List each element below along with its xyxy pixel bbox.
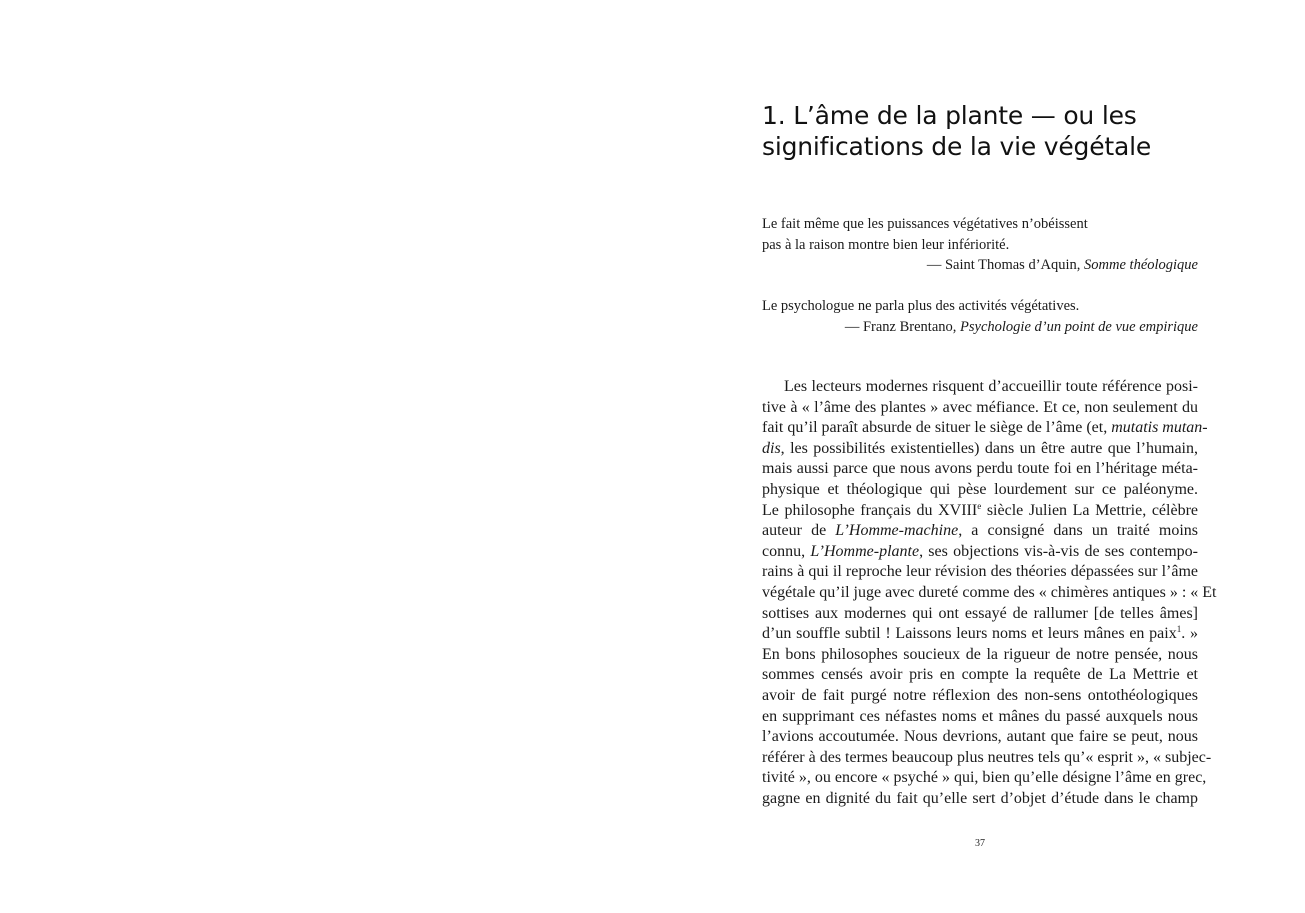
chapter-title-line: significations de la vie végétale — [762, 132, 1152, 161]
text-segment: physique et théologique qui pèse lourdement sur ce paléonyme. — [762, 480, 1198, 498]
italic-text: L’Homme-machine — [835, 522, 959, 540]
text-segment: siècle Julien La Mettrie, célèbre — [981, 501, 1198, 519]
text-segment: gagne en dignité du fait qu’elle sert d’objet d’étude dans le champ — [762, 789, 1198, 807]
body-line — [762, 583, 1217, 604]
text-segment: tive à « l’âme des plantes » avec méfiance. Et ce, non seulement du — [762, 398, 1198, 416]
epigraph-attribution — [762, 317, 1198, 338]
body-line — [762, 707, 1198, 728]
text-segment: référer à des termes beaucoup plus neutres tels qu’« esprit », « subjec- — [762, 748, 1212, 766]
body-line — [762, 480, 1198, 501]
epigraph — [762, 214, 1198, 276]
body-line — [762, 727, 1198, 748]
body-line — [762, 604, 1198, 625]
text-segment: d’un souffle subtil ! Laissons leurs noms et leurs mânes en paix — [762, 625, 1177, 643]
text-segment: végétale qu’il juge avec dureté comme des « chimères antiques » : « Et — [762, 583, 1217, 601]
epigraph-line: pas à la raison montre bien leur infériorité. — [762, 236, 1010, 253]
body-line — [762, 521, 1198, 542]
text-segment: fait qu’il paraît absurde de situer le siège de l’âme (et, — [762, 419, 1112, 437]
text-segment: , ses objections vis-à-vis de ses contempo- — [919, 542, 1198, 560]
epigraph-line: Le psychologue ne parla plus des activités végétatives. — [762, 298, 1080, 314]
body-line — [762, 377, 1198, 398]
footnote-marker: 1 — [1176, 624, 1182, 635]
epigraph-work-title: Somme théologique — [1084, 257, 1198, 273]
text-segment: En bons philosophes soucieux de la rigueur de notre pensée, nous — [762, 645, 1198, 663]
text-segment: rains à qui il reproche leur révision des théories dépassées sur l’âme — [762, 563, 1198, 581]
epigraph-author: — Franz Brentano, — [844, 318, 961, 335]
body-line — [762, 542, 1198, 563]
body-line — [762, 459, 1198, 480]
book-page — [762, 0, 1217, 913]
body-line — [762, 665, 1198, 686]
body-line — [762, 501, 1198, 522]
epigraph-author: — Saint Thomas d’Aquin, — [926, 257, 1085, 273]
text-segment: mais aussi parce que nous avons perdu toute foi en l’héritage méta- — [762, 460, 1198, 478]
text-segment: sommes censés avoir pris en compte la requête de La Mettrie et — [762, 666, 1198, 684]
text-segment: sottises aux modernes qui ont essayé de rallumer [de telles âmes] — [762, 604, 1198, 622]
italic-text: L’Homme-plante — [810, 542, 920, 560]
body-line — [762, 748, 1212, 769]
text-segment: l’avions accoutumée. Nous devrions, autant que faire se peut, nous — [762, 728, 1198, 746]
chapter-title-line: 1. L’âme de la plante — ou les — [762, 101, 1137, 130]
epigraph-work-title: Psychologie d’un point de vue empirique — [960, 318, 1198, 335]
body-line — [762, 789, 1198, 810]
text-segment: , les possibilités existentielles) dans un être autre que l’humain, — [780, 439, 1198, 457]
text-segment: . » — [1181, 625, 1198, 643]
chapter-title — [762, 100, 1198, 162]
text-segment: Le philosophe français du XVIII — [762, 501, 978, 519]
body-line — [762, 686, 1198, 707]
epigraph-line: Le fait même que les puissances végétatives n’obéissent — [762, 216, 1088, 232]
body-paragraph — [762, 377, 1217, 809]
superscript: e — [977, 500, 982, 511]
body-line — [762, 562, 1198, 583]
page-number: 37 — [975, 838, 985, 849]
text-segment: en supprimant ces néfastes noms et mânes du passé auxquels nous — [762, 707, 1198, 725]
text-segment: auteur de — [762, 522, 836, 540]
body-line — [762, 418, 1208, 439]
text-segment: avoir de fait purgé notre réflexion des non-sens ontothéologiques — [762, 686, 1198, 704]
italic-text: dis — [762, 439, 781, 457]
body-line — [762, 624, 1198, 645]
body-line — [762, 398, 1198, 419]
text-segment: connu, — [762, 542, 811, 560]
italic-text: mutatis mutan- — [1111, 419, 1208, 437]
body-line — [762, 645, 1198, 666]
body-line — [762, 768, 1207, 789]
text-segment: , a consigné dans un traité moins — [958, 522, 1198, 540]
text-segment: tivité », ou encore « psyché » qui, bien qu’elle désigne l’âme en grec, — [762, 769, 1207, 787]
body-line — [762, 439, 1198, 460]
text-segment: Les lecteurs modernes risquent d’accueillir toute référence posi- — [784, 378, 1198, 395]
epigraph — [762, 296, 1198, 337]
epigraph-attribution — [762, 255, 1198, 276]
